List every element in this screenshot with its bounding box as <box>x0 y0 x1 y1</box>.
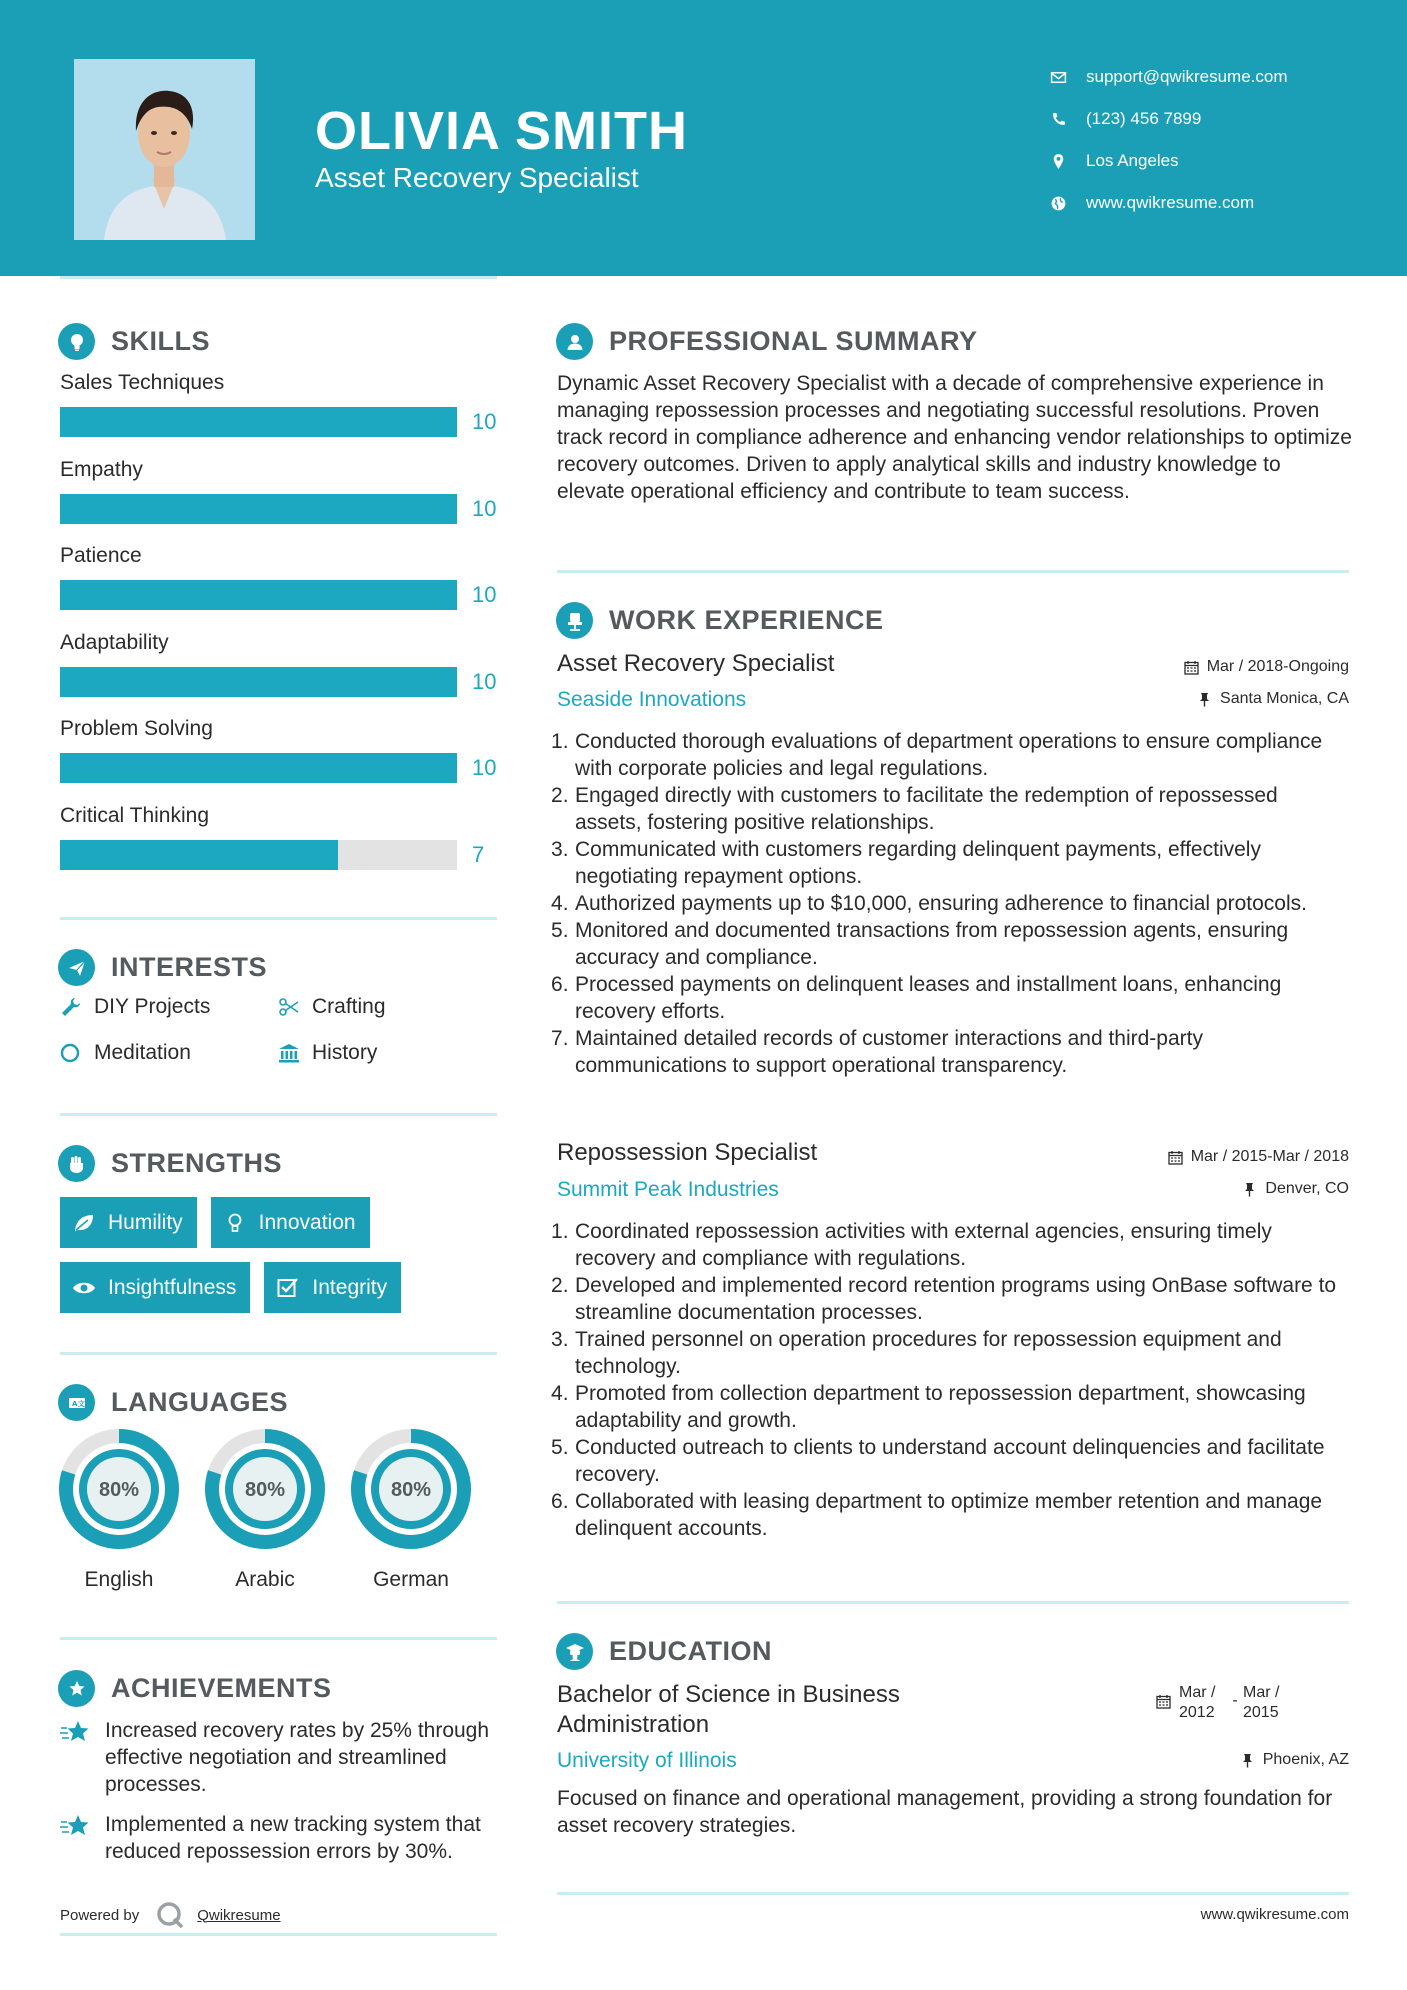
skill-item <box>60 713 500 800</box>
contact-phone[interactable] <box>1050 98 1288 140</box>
summary-heading <box>556 323 978 360</box>
interests-list <box>60 993 500 1067</box>
job-duty: Collaborated with leasing department to optimize member retention and manage delinquent accounts. <box>575 1490 1323 1540</box>
interest-label: Meditation <box>94 1041 191 1064</box>
chair-icon <box>556 602 593 639</box>
scissors-icon <box>278 996 312 1018</box>
skill-name: Critical Thinking <box>60 803 209 827</box>
skill-value: 10 <box>472 582 497 607</box>
strengths-heading <box>58 1145 282 1182</box>
language-name: German <box>373 1568 449 1591</box>
skill-bar-fill <box>60 840 338 870</box>
job-duties-list <box>557 1218 1347 1542</box>
job-duty: Monitored and documented transactions from repossession agents, ensuring accuracy and compliance. <box>575 919 1289 969</box>
map-pin-icon <box>1050 153 1086 170</box>
calendar-icon <box>1184 660 1199 675</box>
star-icon <box>60 1811 105 1865</box>
star-icon <box>60 1717 105 1798</box>
skill-value: 10 <box>472 409 497 434</box>
achievements-title: ACHIEVEMENTS <box>111 1673 332 1703</box>
job-duty: Coordinated repossession activities with external agencies, ensuring timely recovery and compliance with regulations. <box>575 1220 1272 1270</box>
achievement-text: Increased recovery rates by 25% through effective negotiation and streamlined processes. <box>105 1719 490 1796</box>
language-ring <box>204 1428 326 1550</box>
divider <box>60 1352 497 1355</box>
school-name: University of Illinois <box>557 1749 737 1772</box>
skill-item <box>60 627 500 714</box>
achievement-item <box>60 1811 500 1865</box>
language-percent: 80% <box>98 1479 140 1501</box>
pushpin-icon <box>1242 1182 1257 1197</box>
skills-heading <box>58 323 210 360</box>
skills-title: SKILLS <box>111 326 211 356</box>
languages-title: LANGUAGES <box>111 1387 289 1417</box>
strength-tag <box>211 1197 370 1248</box>
envelope-icon <box>1050 69 1086 86</box>
wrench-icon <box>60 996 94 1018</box>
job-duty: Processed payments on delinquent leases and installment loans, enhancing recovery efforts. <box>575 973 1282 1023</box>
education-date-start: Mar / 2012 <box>1179 1684 1216 1721</box>
job-duty: Developed and implemented record retention programs using OnBase software to streamline documentation processes. <box>575 1274 1337 1324</box>
interests-heading <box>58 949 267 986</box>
qwikresume-logo-icon <box>155 1900 185 1930</box>
job-dates-text: Mar / 2015-Mar / 2018 <box>1190 1148 1349 1165</box>
contact-location-text: Los Angeles <box>1086 151 1179 170</box>
job-duty: Promoted from collection department to repossession department, showcasing adaptability and growth. <box>575 1382 1306 1432</box>
education-location <box>1240 1751 1349 1769</box>
skill-bar-fill <box>60 667 457 697</box>
divider <box>557 1601 1349 1604</box>
divider <box>60 1113 497 1116</box>
education-description: Focused on finance and operational management, providing a strong foundation for asset recovery strategies. <box>557 1787 1333 1837</box>
skill-item <box>60 800 500 887</box>
education-title: EDUCATION <box>609 1636 772 1666</box>
powered-by <box>60 1900 281 1930</box>
languages-heading <box>58 1384 288 1421</box>
education-date-separator: - <box>1232 1692 1238 1709</box>
skill-bar-fill <box>60 494 457 524</box>
skill-bar <box>60 494 457 524</box>
experience-title: WORK EXPERIENCE <box>609 605 884 635</box>
job-location-text: Santa Monica, CA <box>1220 690 1349 707</box>
skill-name: Adaptability <box>60 630 169 654</box>
language-ring <box>350 1428 472 1550</box>
skill-value: 7 <box>472 841 485 867</box>
fist-icon <box>58 1145 95 1182</box>
education-heading <box>556 1633 772 1670</box>
contact-location <box>1050 140 1288 182</box>
person-portrait-icon <box>74 59 255 240</box>
language-icon <box>58 1384 95 1421</box>
contact-email[interactable] <box>1050 56 1288 98</box>
calendar-icon <box>1168 1150 1183 1165</box>
skill-bar <box>60 840 457 870</box>
phone-icon <box>1050 111 1086 128</box>
skill-name: Problem Solving <box>60 717 213 740</box>
language-name: English <box>84 1568 154 1591</box>
skill-value: 10 <box>472 495 497 521</box>
powered-by-brand-link[interactable]: Qwikresume <box>197 1906 281 1924</box>
skill-value: 10 <box>472 755 497 780</box>
lightbulb-icon <box>223 1211 247 1235</box>
interest-item <box>60 1039 278 1067</box>
skill-name: Sales Techniques <box>60 371 225 394</box>
strength-tag <box>264 1262 401 1313</box>
divider <box>60 917 497 920</box>
skill-bar-fill <box>60 407 457 437</box>
leaf-icon <box>72 1211 96 1235</box>
job-duty: Engaged directly with customers to facilitate the redemption of repossessed assets, fostering positive relationships. <box>575 784 1278 834</box>
strengths-list <box>60 1197 500 1313</box>
globe-icon <box>1050 195 1086 212</box>
candidate-title: Asset Recovery Specialist <box>315 162 639 193</box>
skill-name: Patience <box>60 544 142 567</box>
company-name: Summit Peak Industries <box>557 1178 779 1201</box>
interest-label: History <box>312 1041 378 1064</box>
skill-item <box>60 540 500 627</box>
strength-label: Integrity <box>312 1275 388 1299</box>
skill-value: 10 <box>472 668 497 694</box>
profile-photo <box>74 59 255 240</box>
skill-bar <box>60 753 457 783</box>
eye-icon <box>72 1276 96 1300</box>
strength-tag <box>60 1197 197 1248</box>
job-location <box>1242 1180 1349 1198</box>
museum-icon <box>278 1042 312 1064</box>
interest-item <box>278 993 496 1021</box>
interest-item <box>278 1039 496 1067</box>
job-dates <box>1184 658 1349 676</box>
skill-bar-fill <box>60 753 457 783</box>
language-ring <box>58 1428 180 1550</box>
interest-item <box>60 993 278 1021</box>
skill-bar-fill <box>60 580 457 610</box>
job-location <box>1197 690 1349 708</box>
strength-label: Insightfulness <box>108 1275 237 1299</box>
powered-by-label: Powered by <box>60 1906 140 1924</box>
contact-website-text: www.qwikresume.com <box>1086 193 1255 212</box>
degree-title: Bachelor of Science in Business Administration <box>557 1681 900 1738</box>
language-percent: 80% <box>390 1479 432 1501</box>
job-duty: Maintained detailed records of customer interactions and third-party communications to support operational transparency. <box>575 1027 1203 1077</box>
paper-plane-icon <box>58 949 95 986</box>
graduate-icon <box>556 1633 593 1670</box>
footer-website-link[interactable]: www.qwikresume.com <box>1200 1906 1349 1923</box>
candidate-name: OLIVIA SMITH <box>315 101 688 161</box>
skill-item <box>60 454 500 541</box>
job-duty: Authorized payments up to $10,000, ensuring adherence to financial protocols. <box>575 892 1307 915</box>
divider <box>60 1933 497 1936</box>
job-dates <box>1168 1148 1349 1166</box>
interests-title: INTERESTS <box>111 952 268 982</box>
divider <box>557 570 1349 573</box>
skill-bar <box>60 407 457 437</box>
summary-text: Dynamic Asset Recovery Specialist with a decade of comprehensive experience in managing repossession processes and negotiating successful resolutions. Proven track record in compliance adherence and enhancing vendor relationships to optimize recovery outcomes. Driven to apply analytical skills and industry knowledge to elevate operational efficiency and contribute to team success. <box>557 372 1352 503</box>
pushpin-icon <box>1240 1753 1255 1768</box>
job-duty: Conducted outreach to clients to understand account delinquencies and facilitate recovery. <box>575 1436 1325 1486</box>
strength-label: Innovation <box>258 1210 356 1234</box>
check-square-icon <box>276 1276 300 1300</box>
language-item <box>58 1428 180 1592</box>
education-location-text: Phoenix, AZ <box>1262 1751 1349 1768</box>
achievement-item <box>60 1717 500 1798</box>
job-duties-list <box>557 728 1347 1079</box>
achievements-heading <box>58 1670 332 1707</box>
skill-bar <box>60 667 457 697</box>
contact-phone-text: (123) 456 7899 <box>1086 109 1202 128</box>
job-title: Asset Recovery Specialist <box>557 650 835 677</box>
divider <box>60 1637 497 1640</box>
language-percent: 80% <box>244 1479 286 1501</box>
star-badge-icon <box>58 1670 95 1707</box>
calendar-icon <box>1156 1694 1171 1709</box>
skill-item <box>60 367 500 454</box>
job-duty: Communicated with customers regarding delinquent payments, effectively negotiating repayment options. <box>575 838 1261 888</box>
strengths-title: STRENGTHS <box>111 1148 283 1178</box>
strength-tag <box>60 1262 250 1313</box>
job-dates-text: Mar / 2018-Ongoing <box>1206 658 1349 675</box>
languages-list <box>58 1428 472 1592</box>
job-location-text: Denver, CO <box>1265 1180 1349 1197</box>
user-icon <box>556 323 593 360</box>
resume-header <box>0 0 1407 276</box>
language-item <box>350 1428 472 1592</box>
job-duty: Trained personnel on operation procedures for repossession equipment and technology. <box>575 1328 1282 1378</box>
language-name: Arabic <box>235 1568 295 1591</box>
company-name: Seaside Innovations <box>557 688 747 711</box>
pushpin-icon <box>1197 692 1212 707</box>
contact-website[interactable] <box>1050 182 1288 224</box>
achievement-text: Implemented a new tracking system that reduced repossession errors by 30%. <box>105 1813 481 1863</box>
divider <box>60 276 497 279</box>
language-item <box>204 1428 326 1592</box>
experience-heading <box>556 602 884 639</box>
svg-text:A文: A文 <box>71 1399 85 1408</box>
circle-icon <box>60 1042 94 1064</box>
contact-list <box>1050 56 1288 224</box>
skill-bar <box>60 580 457 610</box>
interest-label: DIY Projects <box>94 995 211 1018</box>
skills-list <box>60 367 500 886</box>
education-dates <box>1156 1683 1291 1723</box>
lightbulb-icon <box>58 323 95 360</box>
education-date-end: Mar / 2015 <box>1243 1684 1280 1721</box>
job-title: Repossession Specialist <box>557 1139 818 1166</box>
skill-name: Empathy <box>60 457 143 481</box>
divider <box>557 1892 1349 1895</box>
strength-label: Humility <box>108 1210 183 1234</box>
interest-label: Crafting <box>312 995 386 1018</box>
contact-email-text: support@qwikresume.com <box>1086 67 1288 86</box>
summary-title: PROFESSIONAL SUMMARY <box>609 326 978 356</box>
job-duty: Conducted thorough evaluations of department operations to ensure compliance with corporate policies and legal regulations. <box>575 730 1323 780</box>
